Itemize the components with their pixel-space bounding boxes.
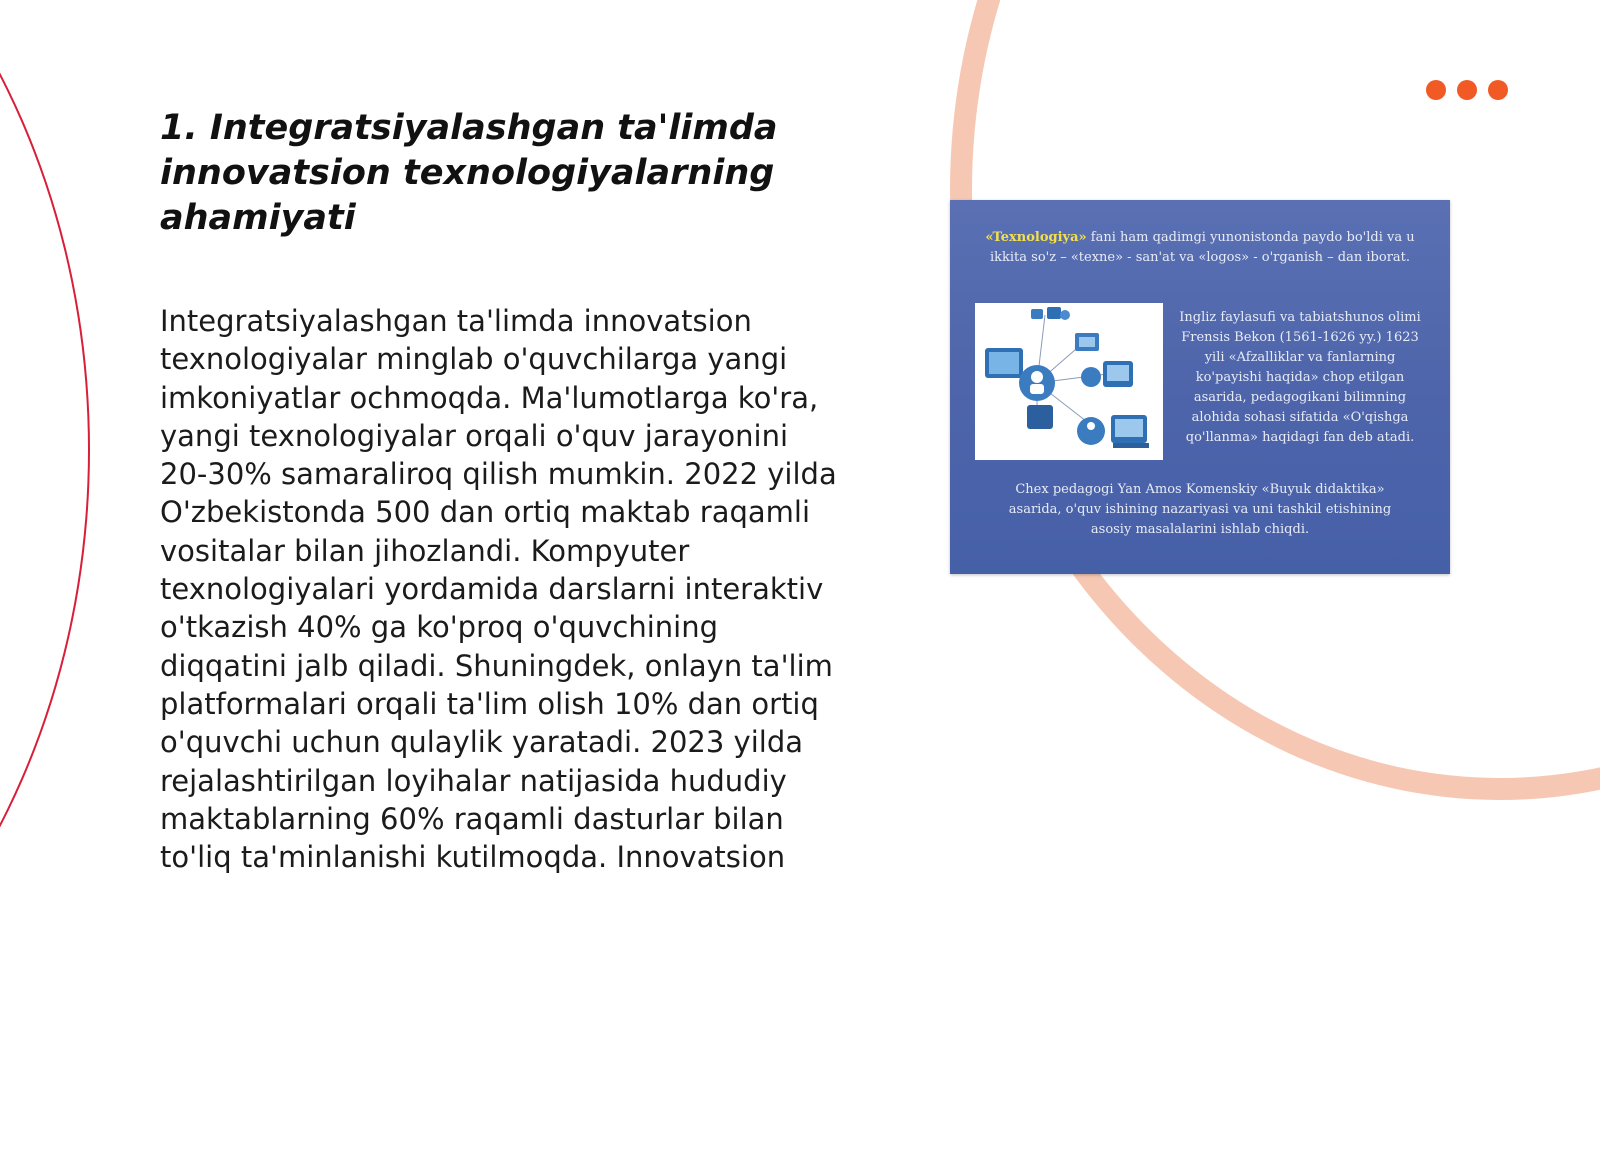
network-computers-illustration	[975, 303, 1163, 460]
image-top-text	[980, 228, 1420, 268]
dot-icon	[1457, 80, 1477, 100]
image-top-caption: fani ham qadimgi yunonistonda paydo bo'ldi va u ikkita so'z – «texne» - san'at va «logos» - o'rganish – dan iborat.	[989, 230, 1415, 265]
slide-body-text: Integratsiyalashgan ta'limda innovatsion texnologiyalar minglab o'quvchilarga yangi imkoniyatlar ochmoqda. Ma'lumotlarga ko'ra, yangi texnologiyalar orqali o'quv jarayonini 20-30% samaraliroq qilish mumkin. 2022 yilda O'zbekistonda 500 dan ortiq maktab raqamli vositalar bilan jihozlandi. Kompyuter texnologiyalari yordamida darslarni interaktiv o'tkazish 40% ga ko'proq o'quvchining diqqatini jalb qiladi. Shuningdek, onlayn ta'lim platformalari orqali ta'lim olish 10% dan ortiq o'quvchi uchun qulaylik yaratadi. 2023 yilda rejalashtirilgan loyihalar natijasida hududiy maktablarning 60% raqamli dasturlar bilan to'liq ta'minlanishi kutilmoqda. Innovatsion	[160, 304, 837, 875]
image-bottom-text: Chex pedagogi Yan Amos Komenskiy «Buyuk didaktika» asarida, o'quv ishining nazariyasi va uni tashkil etishining asosiy masalalarini ishlab chiqdi.	[1008, 482, 1392, 537]
embedded-slide-image	[950, 200, 1450, 574]
slide-title: 1. Integratsiyalashgan ta'limda innovatsion texnologiyalarning ahamiyati	[160, 108, 778, 238]
network-icon	[975, 303, 1163, 460]
image-highlight-term: «Texnologiya»	[985, 230, 1087, 245]
menu-dots-icon	[1426, 80, 1508, 100]
image-right-text: Ingliz faylasufi va tabiatshunos olimi Frensis Bekon (1561-1626 yy.) 1623 yili «Afzalliklar va fanlarning ko'payishi haqida» chop etilgan asarida, pedagogikani bilimning alohida sohasi sifatida «O'qishga qo'llanma» haqidagi fan deb atadi.	[1179, 310, 1421, 445]
dot-icon	[1426, 80, 1446, 100]
left-decorative-arc	[0, 0, 90, 1150]
dot-icon	[1488, 80, 1508, 100]
